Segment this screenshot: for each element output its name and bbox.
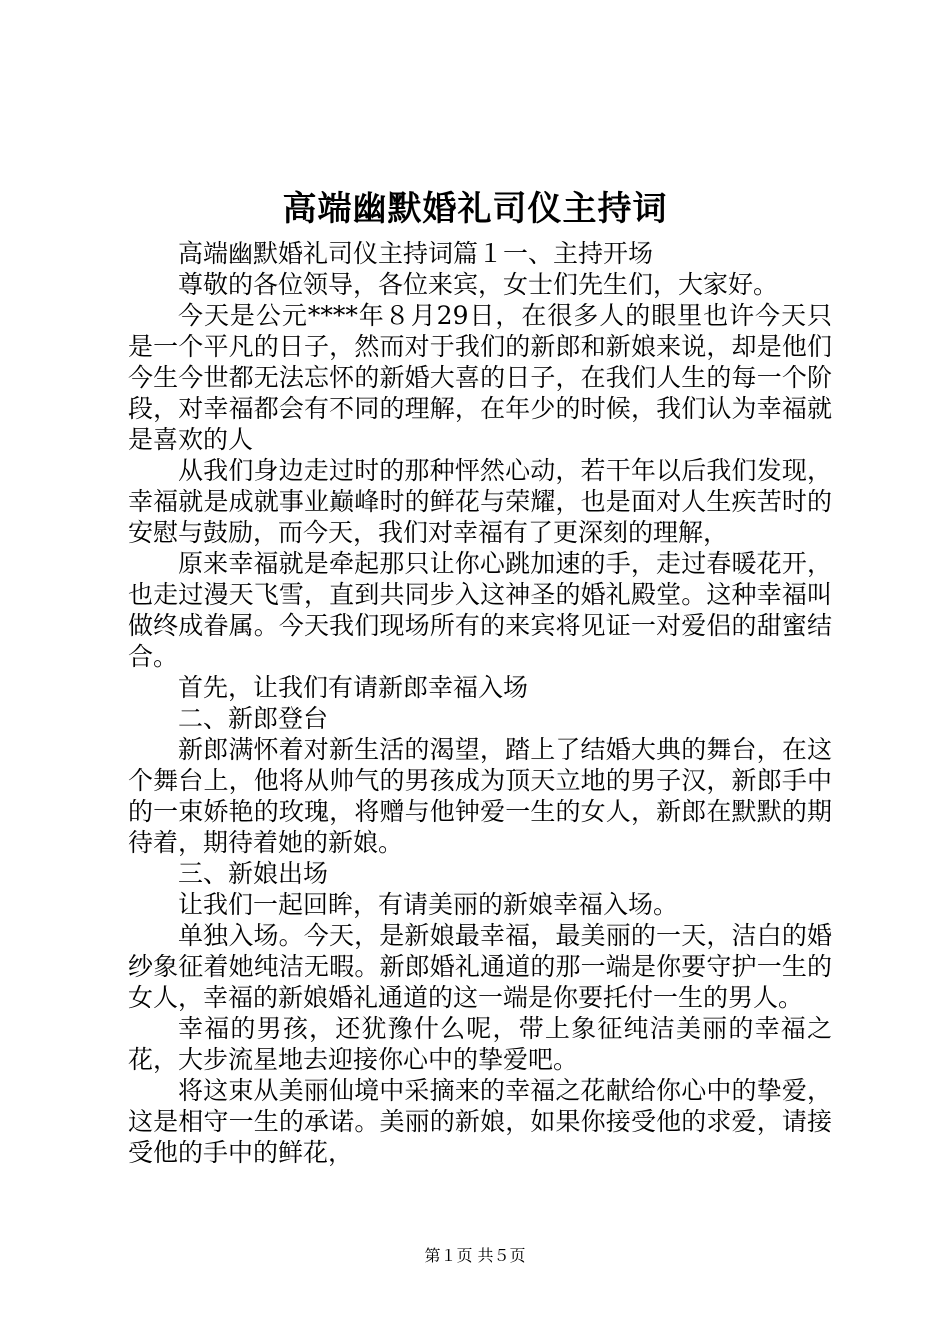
- paragraph: 从我们身边走过时的那种怦然心动，若干年以后我们发现，幸福就是成就事业巅峰时的鲜花与荣耀，也是面对人生疾苦时的安慰与鼓励，而今天，我们对幸福有了更深刻的理解，: [128, 456, 832, 547]
- paragraph: 高端幽默婚礼司仪主持词篇１一、主持开场: [178, 239, 654, 268]
- paragraph: 让我们一起回眸，有请美丽的新娘幸福入场。: [178, 890, 679, 919]
- paragraph: 将这束从美丽仙境中采摘来的幸福之花献给你心中的挚爱，这是相守一生的承诺。美丽的新娘，如果你接受他的求爱，请接受他的手中的鲜花，: [128, 1076, 832, 1167]
- section-heading: 三、新娘出场: [178, 859, 329, 888]
- section-heading: 二、新郎登台: [178, 704, 329, 733]
- paragraph: 新郎满怀着对新生活的渴望，踏上了结婚大典的舞台，在这个舞台上，他将从帅气的男孩成为顶天立地的男子汉，新郎手中的一束娇艳的玫瑰，将赠与他钟爱一生的女人，新郎在默默的期待着，期待着她的新娘。: [128, 735, 832, 857]
- paragraph: 单独入场。今天，是新娘最幸福，最美丽的一天，洁白的婚纱象征着她纯洁无暇。新郎婚礼通道的那一端是你要守护一生的女人，幸福的新娘婚礼通道的这一端是你要托付一生的男人。: [128, 921, 832, 1012]
- page-footer: 第１页 共５页: [424, 1246, 526, 1265]
- paragraph: 今天是公元****年８月29日，在很多人的眼里也许今天只是一个平凡的日子，然而对于我们的新郎和新娘来说，却是他们今生今世都无法忘怀的新婚大喜的日子，在我们人生的每一个阶段，对幸福都会有不同的理解，在年少的时候，我们认为幸福就是喜欢的人: [128, 301, 832, 454]
- paragraph: 幸福的男孩，还犹豫什么呢，带上象征纯洁美丽的幸福之花，大步流星地去迎接你心中的挚爱吧。: [128, 1014, 832, 1074]
- document-body: [128, 238, 832, 1168]
- paragraph: 首先，让我们有请新郎幸福入场: [178, 673, 529, 702]
- document-title: 高端幽默婚礼司仪主持词: [282, 189, 668, 229]
- paragraph: 原来幸福就是牵起那只让你心跳加速的手，走过春暖花开，也走过漫天飞雪，直到共同步入这神圣的婚礼殿堂。这种幸福叫做终成眷属。今天我们现场所有的来宾将见证一对爱侣的甜蜜结合。: [128, 549, 832, 671]
- paragraph: 尊敬的各位领导，各位来宾，女士们先生们，大家好。: [178, 270, 779, 299]
